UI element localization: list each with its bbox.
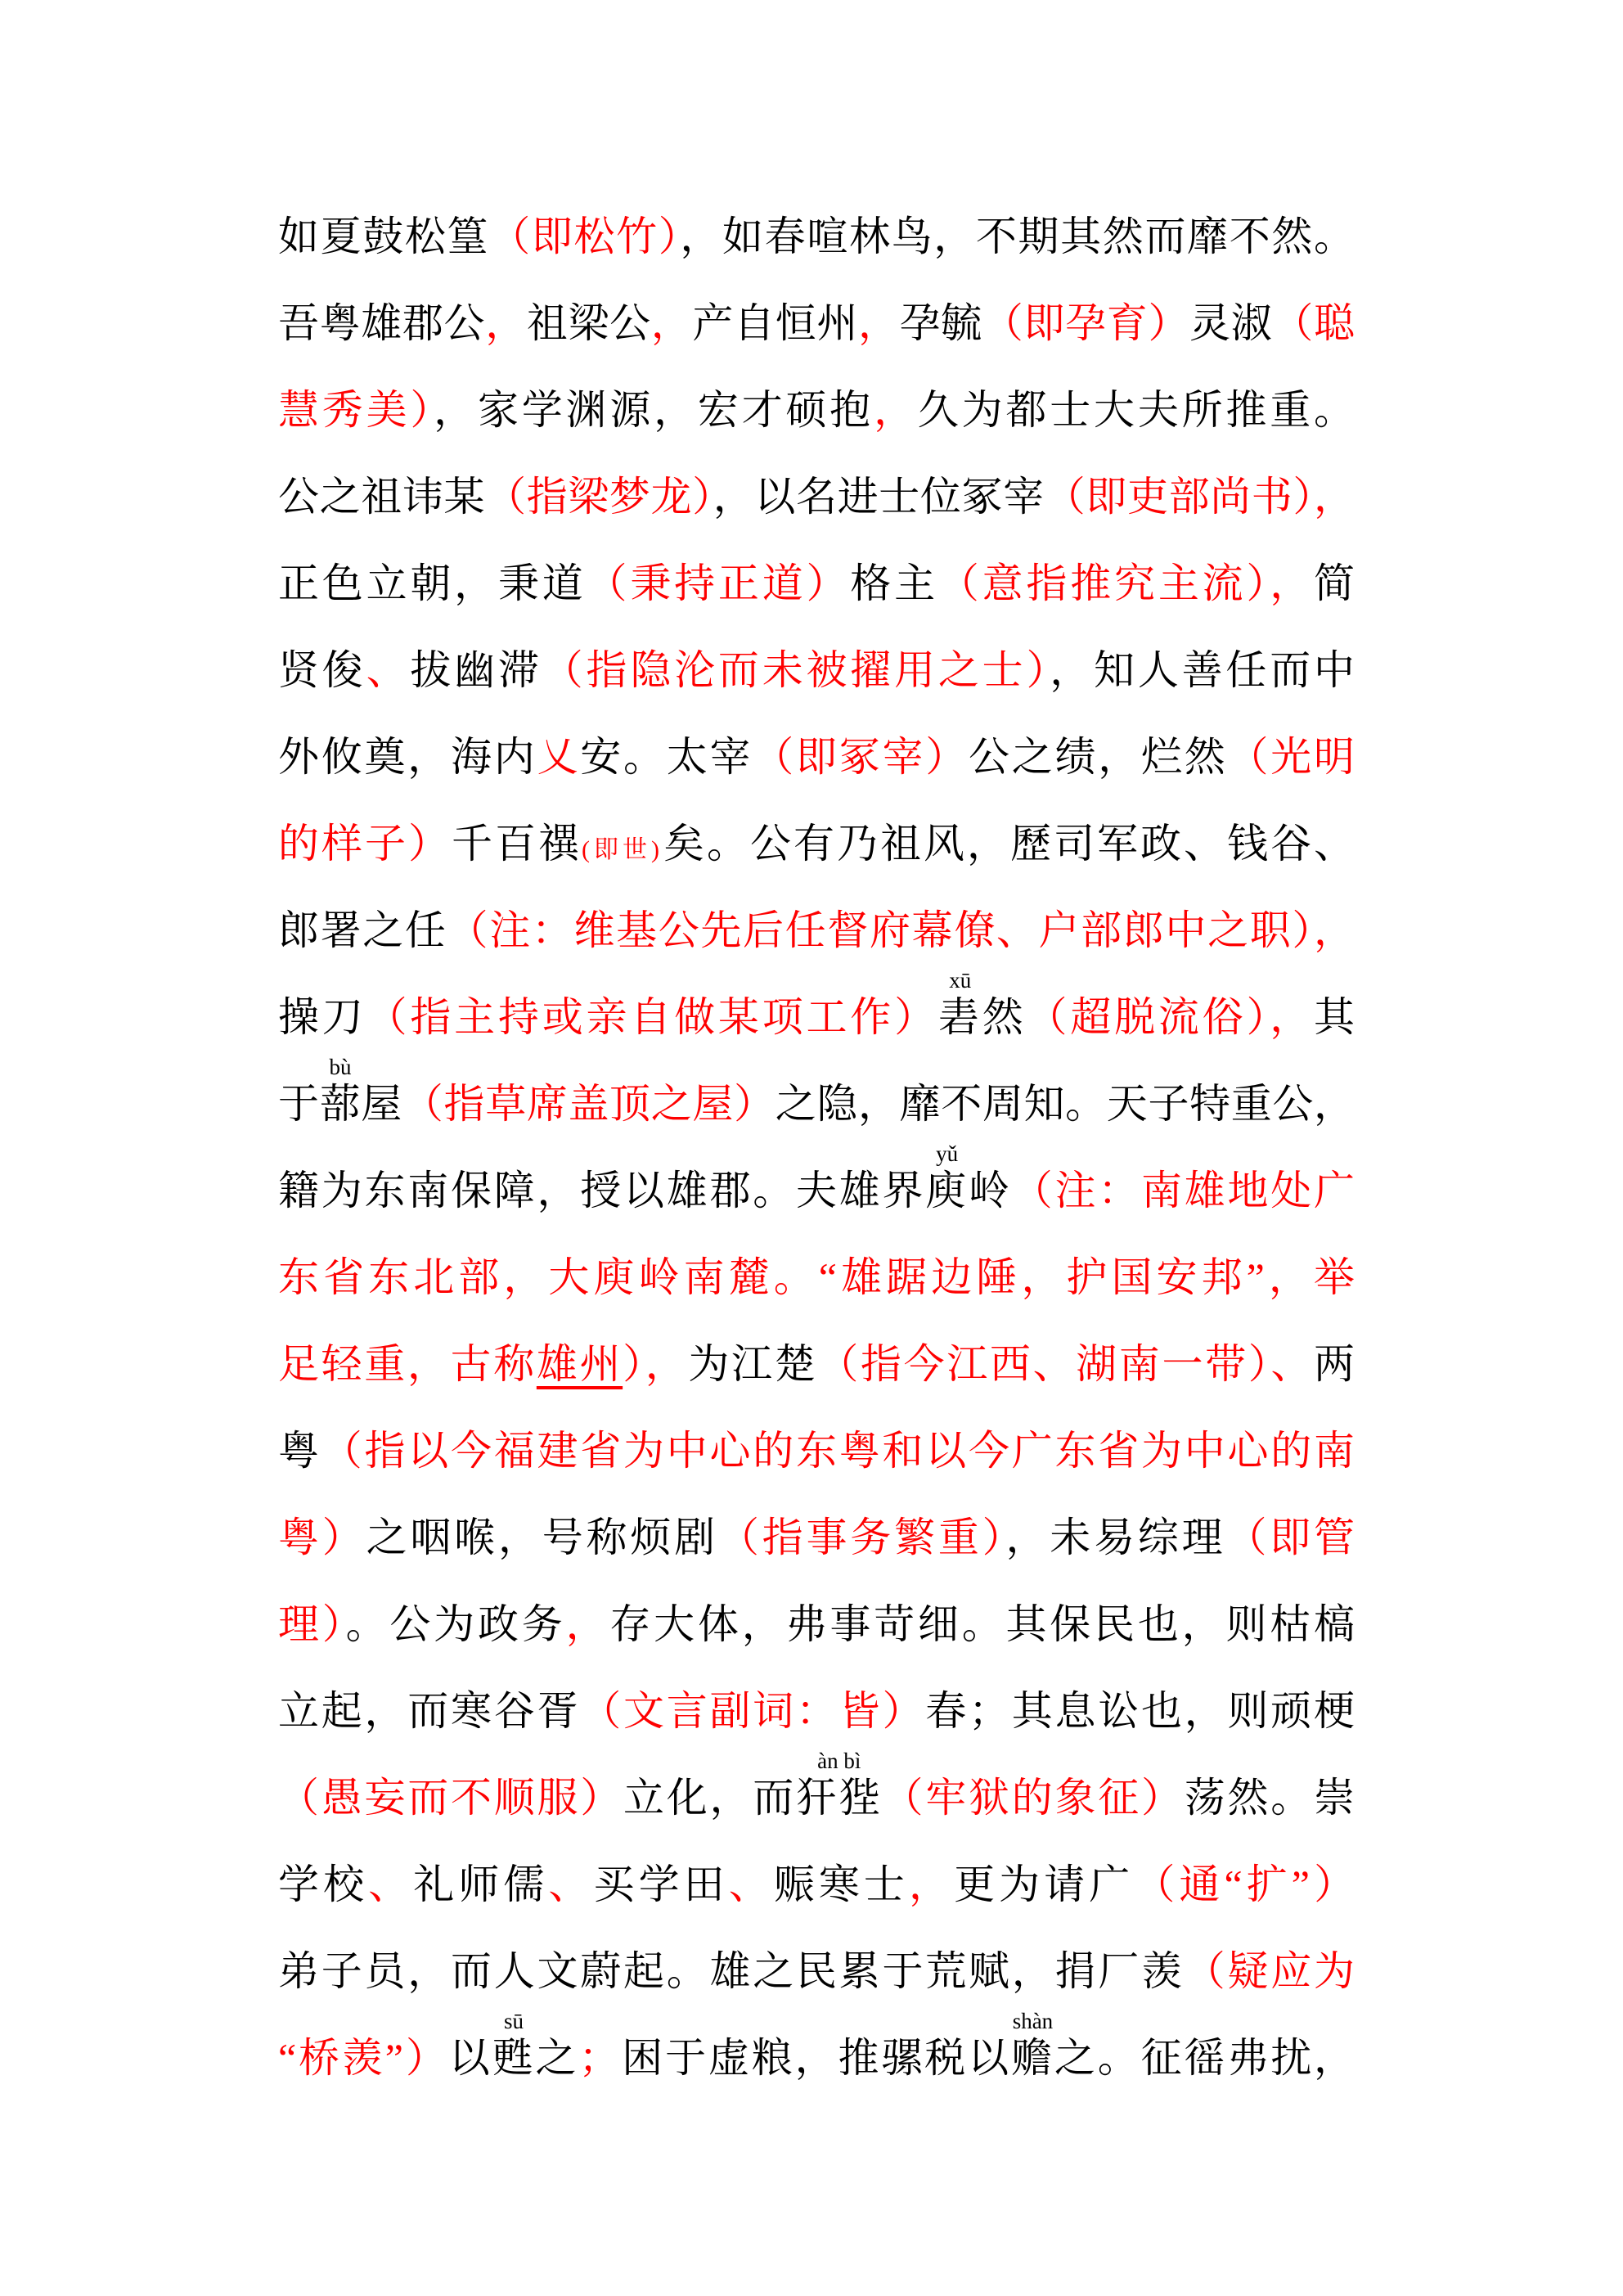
body-text: 孕毓 — [899, 300, 982, 346]
body-text: 公之祖讳某 — [278, 474, 486, 520]
body-text: 弟子员，而人文蔚起。雄之民累于荒赋，捐厂羡 — [278, 1948, 1185, 1994]
annotation-text: 足轻重，古称 — [278, 1341, 537, 1387]
text-line-2 — [278, 280, 1355, 367]
body-text: 拔幽滞 — [410, 647, 542, 693]
body-text: ，家学渊源，宏才硕抱 — [434, 387, 874, 433]
body-text: 存大体，弗事苛细。其保民也，则枯槁 — [609, 1601, 1355, 1647]
body-text: 正色立朝，秉道 — [278, 560, 587, 606]
body-text: 祖梁公 — [526, 300, 651, 346]
text-line-6 — [278, 627, 1355, 714]
annotation-text: 粤） — [278, 1515, 366, 1560]
body-text: 吾粤雄郡公 — [278, 300, 486, 346]
annotation-text: （指梁梦龙） — [485, 474, 713, 520]
text-line-12 — [278, 1141, 1355, 1234]
text-line-3 — [278, 367, 1355, 453]
body-text: 如夏鼓松篁 — [278, 214, 490, 259]
annotation-text: （注：维基公先后任督府幕僚、户部郎中之职）， — [447, 907, 1355, 953]
text-line-10 — [278, 968, 1355, 1060]
body-text: 砉 xū — [937, 968, 982, 1040]
text-line-16 — [278, 1494, 1355, 1581]
body-text: ，如春喧林鸟，不期其然而靡不然。 — [680, 214, 1355, 259]
text-line-22 — [278, 2009, 1355, 2101]
body-text: 甦 sū — [492, 2009, 536, 2081]
annotation-text: （秉持正道） — [586, 560, 851, 606]
annotation-text: （聪 — [1272, 300, 1355, 346]
annotation-text: （指事务繁重） — [717, 1515, 1006, 1560]
annotation-text: ， — [908, 1862, 955, 1907]
annotation-text: （愚妄而不顺服） — [278, 1775, 623, 1821]
annotation-text: （即管 — [1225, 1515, 1355, 1560]
body-text: 产自恒州 — [692, 300, 858, 346]
body-text: 困于虚粮，推骡税以 — [619, 2035, 1011, 2081]
body-text: 荡然。崇 — [1184, 1775, 1355, 1821]
body-text: 以 — [448, 2035, 492, 2081]
document-content — [278, 193, 1355, 2101]
annotation-text: （超脱流俗）， — [1026, 994, 1315, 1040]
annotation-text: （光明 — [1227, 734, 1355, 780]
body-text: 之 — [535, 2035, 579, 2081]
body-text: 郎署之任 — [278, 907, 447, 953]
body-text: 犴狴 àn bì — [796, 1749, 883, 1821]
annotation-text: ， — [565, 1601, 610, 1647]
body-text: 庾 yǔ — [925, 1141, 969, 1213]
annotation-text: （即孕育） — [982, 300, 1190, 346]
body-text: 赈寒士 — [773, 1862, 909, 1907]
annotation-text: （即冢宰） — [753, 734, 969, 780]
annotation-text: (即世) — [582, 836, 662, 863]
annotation-text: （牢狱的象征） — [882, 1775, 1185, 1821]
body-text: 操刀 — [278, 994, 366, 1040]
body-text: ，以名进士位冢宰 — [713, 474, 1045, 520]
text-line-8 — [278, 800, 1355, 887]
text-line-19 — [278, 1749, 1355, 1841]
annotation-text: 、 — [548, 1862, 594, 1907]
body-text: 之咽喉，号称烦剧 — [366, 1515, 718, 1560]
body-text: 立化，而 — [623, 1775, 796, 1821]
body-text: 久为都士大夫所推重。 — [917, 387, 1355, 433]
annotation-text: 、 — [366, 647, 411, 693]
body-text: 立起，而寒谷胥 — [278, 1688, 581, 1734]
annotation-text: ）， — [623, 1341, 689, 1387]
body-text: 灵淑 — [1189, 300, 1273, 346]
body-text: 买学田 — [593, 1862, 729, 1907]
body-text: 安。太宰 — [580, 734, 753, 780]
pinyin-annotation: àn bì — [817, 1749, 861, 1773]
body-text: 。公为政务 — [345, 1601, 566, 1647]
annotation-text: （即松竹） — [489, 214, 681, 259]
annotation-text: 、 — [368, 1862, 414, 1907]
annotation-text: 慧秀美） — [278, 387, 434, 433]
pinyin-annotation: sū — [504, 2009, 524, 2033]
pinyin-annotation: bù — [329, 1055, 352, 1079]
annotation-text: （疑应为 — [1184, 1948, 1355, 1994]
body-text: 简 — [1314, 560, 1355, 606]
body-text: 学校 — [278, 1862, 369, 1907]
annotation-text: （指主持或亲自做某项工作） — [366, 994, 938, 1040]
annotation-text: （意指推究主流）， — [937, 560, 1315, 606]
body-text: 赡 shàn — [1011, 2009, 1054, 2081]
text-line-14 — [278, 1321, 1355, 1407]
body-text: 公之绩，烂然 — [969, 734, 1228, 780]
body-text: 矣。公有乃祖风，歷司军政、钱谷、 — [661, 821, 1355, 867]
body-text: 于 — [278, 1081, 320, 1127]
body-text: 外攸奠，海内 — [278, 734, 537, 780]
text-line-11 — [278, 1055, 1355, 1147]
annotation-text: （即吏部尚书）， — [1044, 474, 1355, 520]
annotation-text: “桥羡”） — [278, 2035, 449, 2081]
text-line-13 — [278, 1234, 1355, 1321]
pinyin-annotation: yǔ — [936, 1141, 959, 1166]
annotation-text: 东省东北部，大庾岭南麓。“雄踞边陲，护国安邦”，举 — [278, 1254, 1355, 1300]
pinyin-annotation: shàn — [1012, 2009, 1054, 2033]
annotation-text: （文言副词：皆） — [580, 1688, 926, 1734]
body-text: 其 — [1314, 994, 1355, 1040]
body-text: 屋 — [361, 1081, 402, 1127]
body-text: 千百禩 — [452, 821, 582, 867]
body-text: 籍为东南保障，授以雄郡。夫雄界 — [278, 1168, 926, 1213]
text-line-1 — [278, 193, 1355, 280]
text-line-20 — [278, 1841, 1355, 1928]
body-text: 岭 — [969, 1168, 1012, 1213]
annotation-text: ； — [578, 2035, 620, 2081]
annotation-text: 的样子） — [278, 821, 452, 867]
annotation-text: （指隐沦而未被擢用之士） — [542, 647, 1050, 693]
annotation-text: 理） — [278, 1601, 346, 1647]
text-line-15 — [278, 1407, 1355, 1494]
text-line-7 — [278, 714, 1355, 800]
body-text: 贤俊 — [278, 647, 366, 693]
text-line-4 — [278, 453, 1355, 540]
body-text: 然 — [982, 994, 1027, 1040]
body-text: 之。征徭弗扰， — [1054, 2035, 1355, 2081]
text-line-18 — [278, 1668, 1355, 1754]
annotation-text: ， — [485, 300, 527, 346]
text-line-21 — [278, 1928, 1355, 2015]
body-text: 格主 — [850, 560, 938, 606]
body-text: 更为请广 — [954, 1862, 1135, 1907]
text-line-9 — [278, 887, 1355, 974]
body-text: ，知人善任而中 — [1050, 647, 1355, 693]
text-line-17 — [278, 1581, 1355, 1668]
annotation-text: 、 — [728, 1862, 774, 1907]
body-text: 蔀 bù — [319, 1055, 362, 1127]
body-text: 之隐，靡不周知。天子特重公， — [775, 1081, 1355, 1127]
annotation-text: （指今江西、湖南一带）、 — [817, 1341, 1315, 1387]
annotation-text: 乂 — [537, 734, 581, 780]
annotation-text: （注：南雄地处广 — [1011, 1168, 1355, 1213]
annotation-text: 雄州 — [536, 1341, 623, 1387]
annotation-text: （通“扩”） — [1134, 1862, 1355, 1907]
body-text: 粤 — [278, 1428, 321, 1474]
body-text: 礼师儒 — [413, 1862, 549, 1907]
annotation-text: ， — [857, 300, 900, 346]
body-text: ，未易综理 — [1005, 1515, 1226, 1560]
text-line-5 — [278, 540, 1355, 627]
annotation-text: ， — [650, 300, 693, 346]
pinyin-annotation: xū — [949, 968, 972, 993]
annotation-text: （指草席盖顶之屋） — [402, 1081, 776, 1127]
body-text: 春；其息讼也，则顽梗 — [925, 1688, 1355, 1734]
body-text: 两 — [1314, 1341, 1355, 1387]
annotation-text: ， — [874, 387, 918, 433]
annotation-text: （指以今福建省为中心的东粤和以今广东省为中心的南 — [321, 1428, 1355, 1474]
body-text: 为江楚 — [688, 1341, 818, 1387]
